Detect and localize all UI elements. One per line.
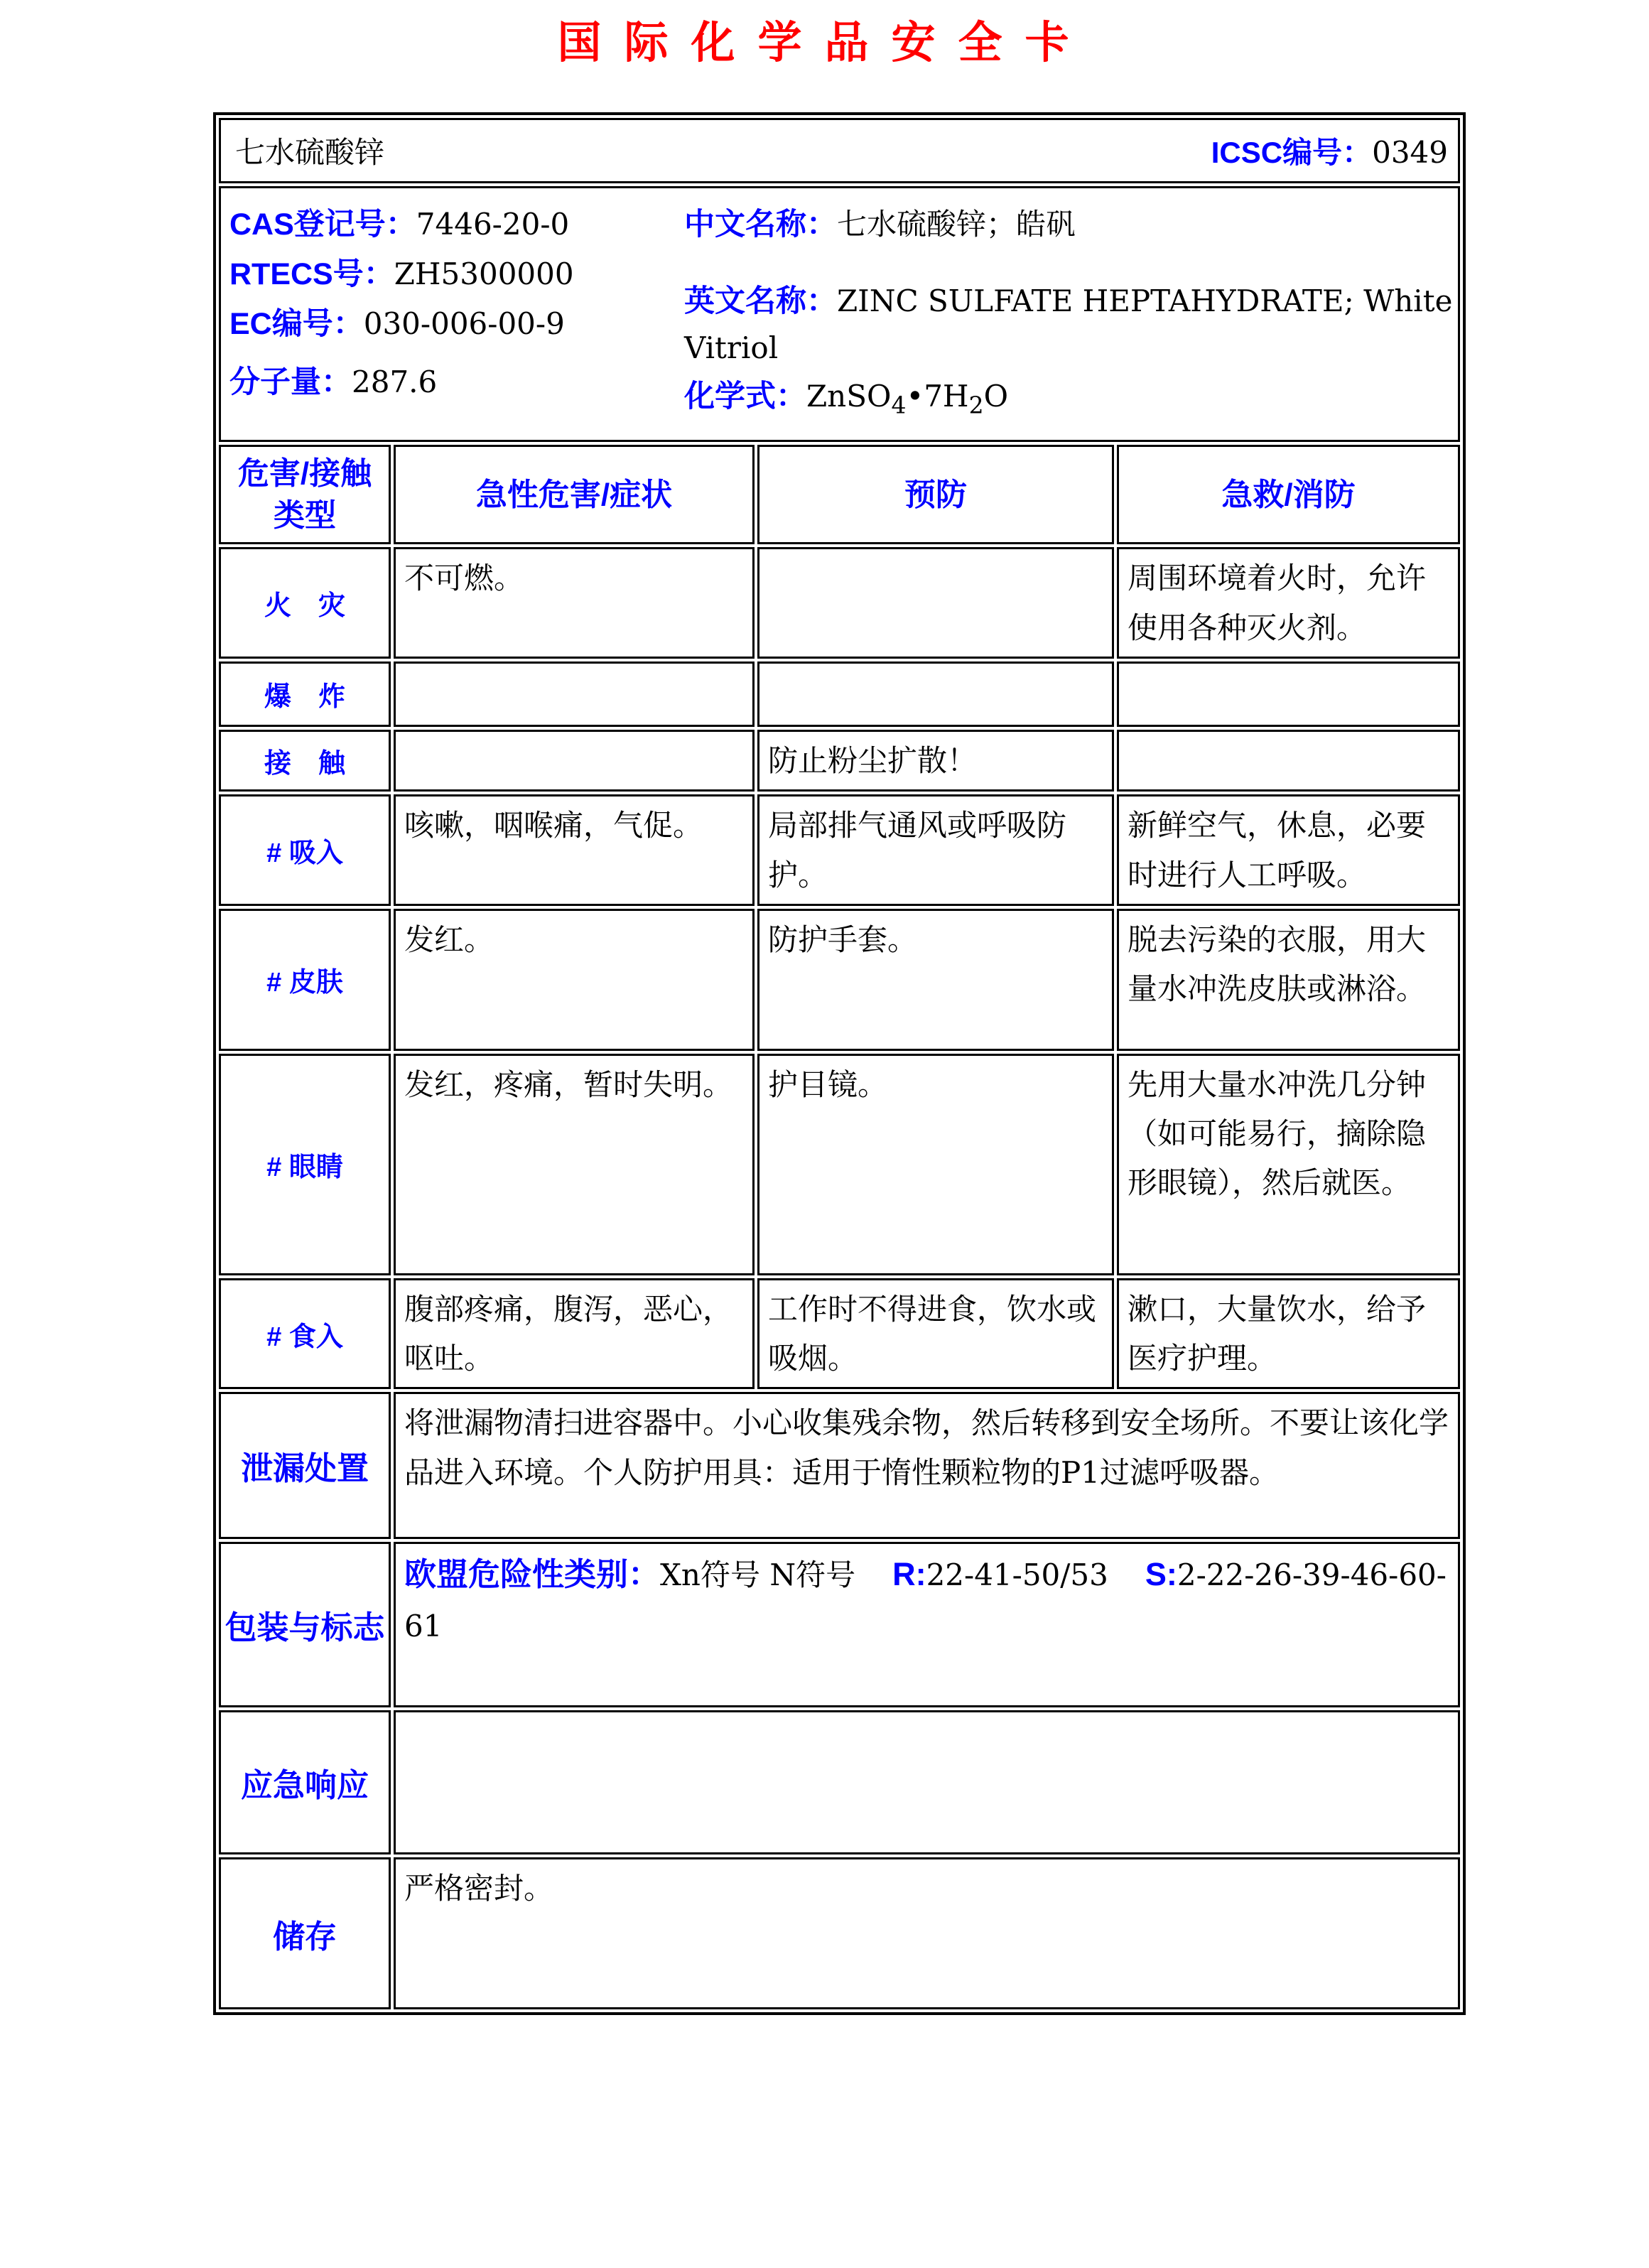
s-phrases-value: 2-22-26-39-46-60-61: [404, 1557, 1447, 1643]
row-explosion: [219, 662, 1460, 727]
molecular-weight-label: 分子量：: [229, 365, 352, 399]
eyes-first-aid: 先用大量水冲洗几分钟（如可能易行，摘除隐形眼镜），然后就医。: [1117, 1054, 1460, 1275]
ingestion-symptoms: 腹部疼痛，腹泻，恶心，呕吐。: [394, 1278, 755, 1390]
row-storage: [219, 1857, 1460, 2009]
document-title: 国际化学品安全卡: [557, 16, 1092, 68]
name-row: [219, 118, 1460, 183]
exposure-symptoms: [394, 730, 755, 792]
table-header-row: [219, 445, 1460, 544]
explosion-prevention: [757, 662, 1114, 727]
row-spillage: [219, 1392, 1460, 1539]
fire-symptoms: 不可燃。: [394, 547, 755, 659]
header-prevention: 预防: [757, 445, 1114, 544]
packaging-label: 包装与标志: [219, 1542, 391, 1707]
spillage-text: 将泄漏物清扫进容器中。小心收集残余物，然后转移到安全场所。不要让该化学品进入环境。个人防护用具：适用于惰性颗粒物的P1过滤呼吸器。: [394, 1392, 1460, 1539]
eyes-prevention: 护目镜。: [757, 1054, 1114, 1275]
cas-label: CAS登记号：: [229, 207, 416, 242]
explosion-label: 爆 炸: [219, 662, 391, 727]
identity-cell: [219, 186, 1460, 442]
icsc-number-group: [1211, 129, 1448, 172]
inhalation-label: # 吸入: [219, 794, 391, 906]
ec-label: EC编号：: [229, 307, 364, 341]
eyes-symptoms: 发红，疼痛，暂时失明。: [394, 1054, 755, 1275]
row-emergency: [219, 1710, 1460, 1854]
exposure-label: 接 触: [219, 730, 391, 792]
row-ingestion: [219, 1278, 1460, 1390]
header-hazard-type: 危害/接触类型: [219, 445, 391, 544]
ec-value: 030-006-00-9: [363, 306, 565, 341]
english-name-label: 英文名称：: [684, 284, 837, 318]
exposure-prevention: 防止粉尘扩散！: [757, 730, 1114, 792]
ingestion-first-aid: 漱口，大量饮水，给予医疗护理。: [1117, 1278, 1460, 1390]
formula-label: 化学式：: [684, 379, 806, 414]
identity-left-column: [229, 200, 684, 428]
spillage-label: 泄漏处置: [219, 1392, 391, 1539]
english-name-value-line2: Vitriol: [684, 330, 779, 365]
eu-class-label: 欧盟危险性类别：: [404, 1556, 661, 1593]
rtecs-line: [229, 249, 684, 299]
rtecs-label: RTECS号：: [229, 257, 394, 291]
chinese-name-value: 七水硫酸锌；皓矾: [837, 207, 1076, 242]
cas-value: 7446-20-0: [416, 207, 570, 242]
storage-text: 严格密封。: [394, 1857, 1460, 2009]
chinese-name-label: 中文名称：: [684, 207, 837, 242]
row-inhalation: [219, 794, 1460, 906]
chinese-name-line: [684, 200, 1455, 249]
header-acute-symptoms: 急性危害/症状: [394, 445, 755, 544]
row-fire: [219, 547, 1460, 659]
molecular-weight-value: 287.6: [352, 364, 438, 399]
r-phrases-label: R:: [892, 1556, 926, 1593]
molecular-weight-line: [229, 357, 684, 407]
emergency-label: 应急响应: [219, 1710, 391, 1854]
skin-first-aid: 脱去污染的衣服，用大量水冲洗皮肤或淋浴。: [1117, 909, 1460, 1051]
fire-label: 火 灾: [219, 547, 391, 659]
eu-symbols: Xn符号 N符号: [660, 1557, 856, 1593]
english-name-value-line1: ZINC SULFATE HEPTAHYDRATE; White: [837, 284, 1453, 318]
fire-prevention: [757, 547, 1114, 659]
ingestion-prevention: 工作时不得进食，饮水或吸烟。: [757, 1278, 1114, 1390]
inhalation-prevention: 局部排气通风或呼吸防护。: [757, 794, 1114, 906]
skin-prevention: 防护手套。: [757, 909, 1114, 1051]
storage-label: 储存: [219, 1857, 391, 2009]
substance-name: 七水硫酸锌: [235, 135, 385, 170]
icsc-number: 0349: [1372, 135, 1448, 170]
row-skin: [219, 909, 1460, 1051]
eyes-label: # 眼睛: [219, 1054, 391, 1275]
skin-label: # 皮肤: [219, 909, 391, 1051]
header-first-aid: 急救/消防: [1117, 445, 1460, 544]
inhalation-first-aid: 新鲜空气，休息，必要时进行人工呼吸。: [1117, 794, 1460, 906]
name-cell: [219, 118, 1460, 183]
rtecs-value: ZH5300000: [394, 256, 574, 291]
icsc-number-label: ICSC编号：: [1211, 136, 1373, 169]
fire-first-aid: 周围环境着火时，允许使用各种灭火剂。: [1117, 547, 1460, 659]
identity-row: [219, 186, 1460, 442]
ec-line: [229, 299, 684, 349]
inhalation-symptoms: 咳嗽，咽喉痛，气促。: [394, 794, 755, 906]
identity-right-column: [684, 200, 1455, 428]
english-name-line: [684, 278, 1455, 372]
exposure-first-aid: [1117, 730, 1460, 792]
formula-value: $ZnSO_4•7H_2O$: [806, 379, 1008, 419]
safety-card-table: [213, 112, 1466, 2015]
cas-line: [229, 200, 684, 249]
ingestion-label: # 食入: [219, 1278, 391, 1390]
formula-line: [684, 373, 1455, 428]
row-exposure: [219, 730, 1460, 792]
row-eyes: [219, 1054, 1460, 1275]
r-phrases-value: 22-41-50/53: [926, 1557, 1108, 1593]
emergency-text: [394, 1710, 1460, 1854]
explosion-first-aid: [1117, 662, 1460, 727]
row-packaging: [219, 1542, 1460, 1707]
packaging-text: [394, 1542, 1460, 1707]
explosion-symptoms: [394, 662, 755, 727]
s-phrases-label: S:: [1145, 1556, 1177, 1593]
skin-symptoms: 发红。: [394, 909, 755, 1051]
